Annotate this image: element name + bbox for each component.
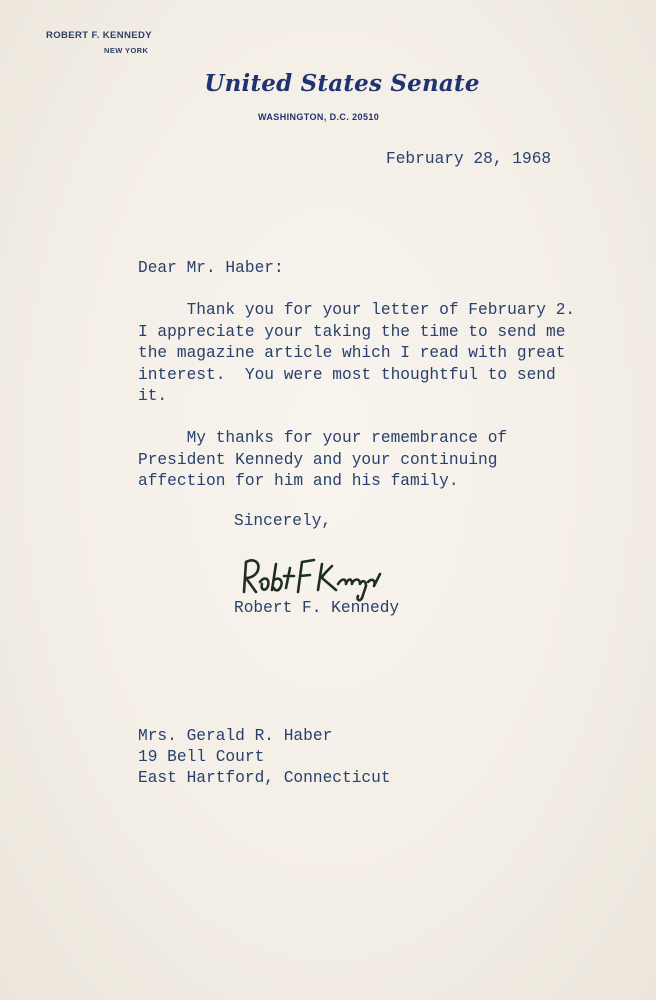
letterhead-senate-title: United States Senate [204,70,480,97]
letter-date: February 28, 1968 [386,150,552,168]
recipient-street: 19 Bell Court [138,748,265,766]
recipient-name: Mrs. Gerald R. Haber [138,727,333,745]
closing: Sincerely, [234,512,332,530]
letterhead-city: WASHINGTON, D.C. 20510 [258,112,380,122]
body-paragraph-2: My thanks for your remembrance of President Kennedy and your continuing affection for him and his family. [138,429,508,490]
handwritten-signature [232,548,392,604]
recipient-city: East Hartford, Connecticut [138,769,391,787]
signer-name: Robert F. Kennedy [234,599,400,617]
letterhead-state: NEW YORK [104,46,149,55]
body-paragraph-1: Thank you for your letter of February 2. I appreciate your taking the time to send me the magazine article which I read with great interest. You were most thoughtful to send it. [138,301,576,405]
recipient-address [138,726,391,789]
letterhead-name: ROBERT F. KENNEDY [46,30,153,41]
salutation: Dear Mr. Haber: [138,259,284,277]
